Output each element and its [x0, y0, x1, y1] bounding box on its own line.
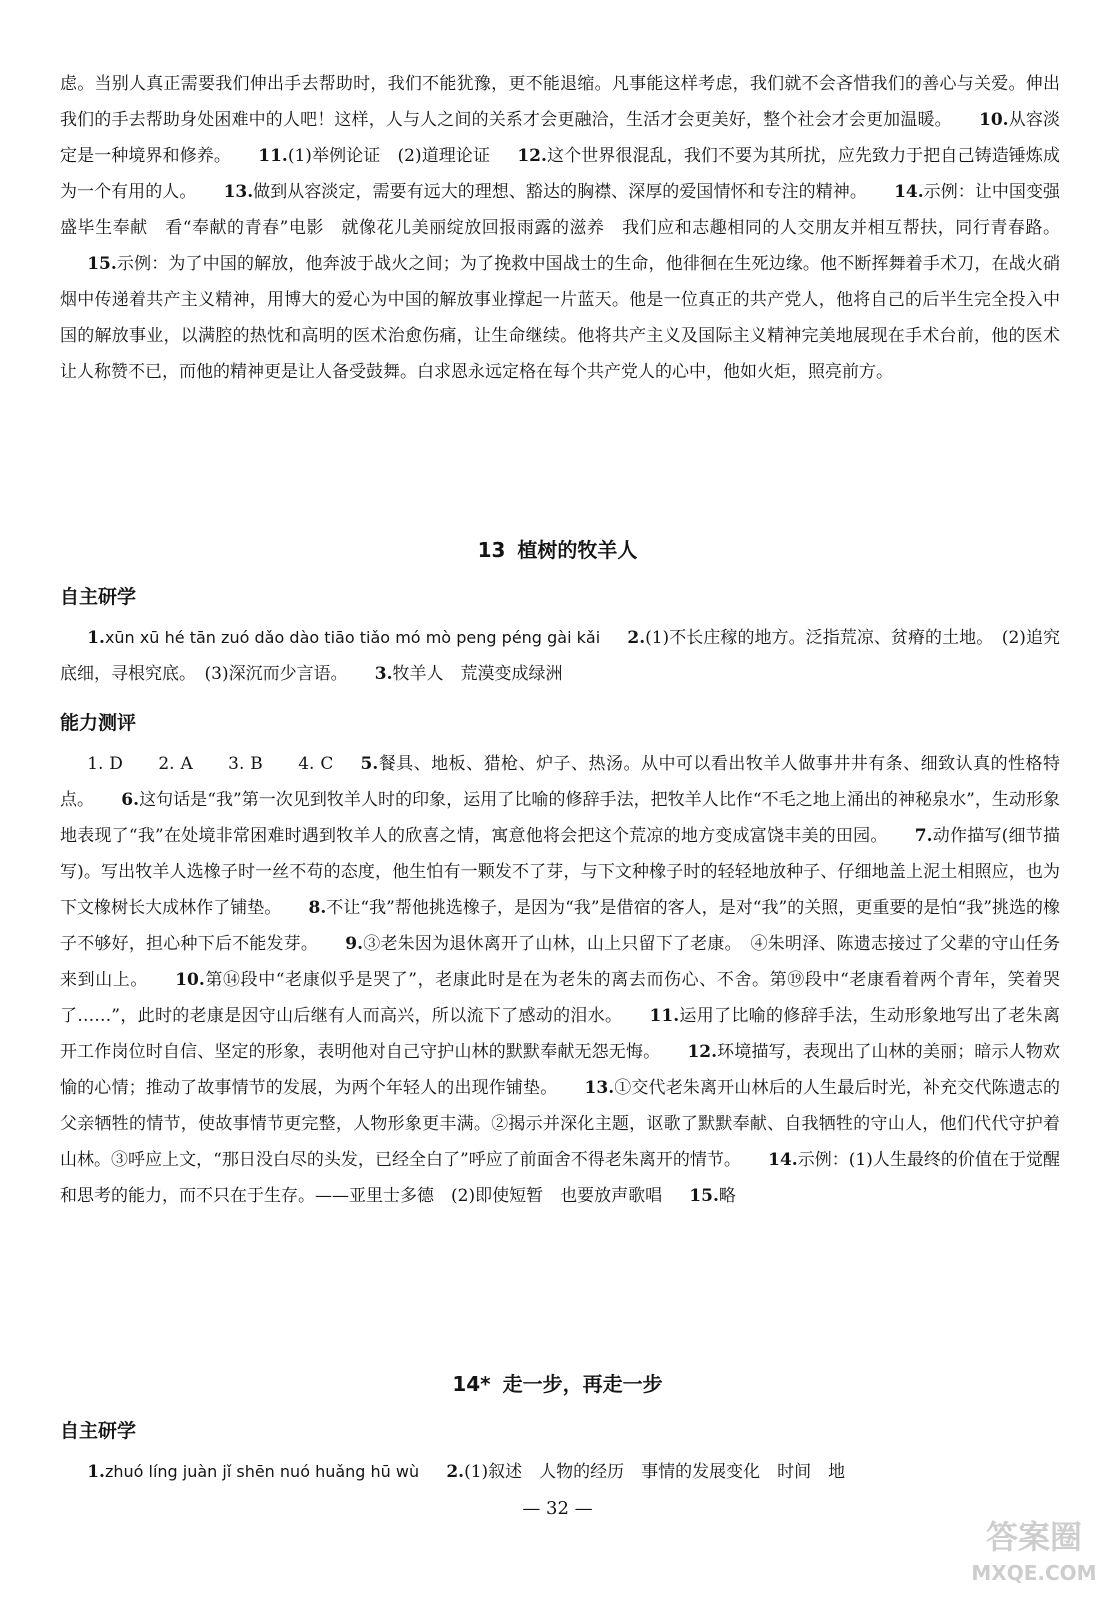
answer-text: 环境描写，表现出了山林的美丽；暗示人物欢愉的心情；推动了故事情节的发展，为两个年轻人的出现作铺垫。	[60, 1042, 1061, 1098]
section-14-title	[0, 1368, 1115, 1397]
answer-number: 1.	[87, 1462, 105, 1482]
answer-number: 1.	[87, 628, 105, 648]
section-13-heading-self-study: 自主研学	[60, 586, 137, 608]
answer-number: 2.	[627, 628, 646, 648]
answer-text: (1)不长庄稼的地方。泛指荒凉、贫瘠的土地。 (2)追究底细，寻根究底。 (3)深沉而少言语。	[60, 628, 1060, 684]
answer-text: 运用了比喻的修辞手法，生动形象地写出了老朱离开工作岗位时自信、坚定的形象，表明他对自己守护山林的默默奉献无怨无悔。	[60, 1006, 1060, 1062]
answer-text: (1)举例论证 (2)道理论证	[287, 146, 491, 166]
answer-text: (1)叙述 人物的经历 事情的发展变化 时间 地	[464, 1462, 846, 1482]
answer-number: 7.	[914, 826, 933, 846]
section-14-self-study-answers	[60, 1454, 1060, 1490]
answer-text: 这个世界很混乱，我们不要为其所扰，应先致力于把自己铸造锤炼成为一个有用的人。	[60, 146, 1061, 202]
section-14-heading-self-study: 自主研学	[60, 1420, 137, 1442]
answer-text: 从容淡定是一种境界和修养。	[60, 110, 1061, 166]
answer-number: 3.	[374, 664, 393, 684]
pinyin-answer: zhuó líng juàn jǐ shēn nuó huǎng hū wù	[104, 1462, 420, 1481]
multiple-choice-answers: 1. D 2. A 3. B 4. C	[87, 754, 334, 774]
answer-number: 6.	[121, 790, 140, 810]
prev-section-answers	[60, 66, 1060, 390]
answer-number: 10.	[175, 970, 205, 990]
answer-text: 不让“我”帮他挑选橡子，是因为“我”是借宿的客人，是对“我”的关照，更重要的是怕“我”挑选的橡子不够好，担心种下后不能发芽。	[60, 898, 1061, 954]
section-title-text: 走一步，再走一步	[502, 1372, 663, 1396]
answer-text: 牧羊人 荒漠变成绿洲	[392, 664, 563, 684]
answer-number: 12.	[517, 146, 547, 166]
answer-text: 第⑭段中“老康似乎是哭了”，老康此时是在为老朱的离去而伤心、不舍。第⑲段中“老康看着两个青年，笑着哭了……”，此时的老康是因守山后继有人而高兴，所以流下了感动的泪水。	[60, 970, 1060, 1026]
answer-text: 示例：(1)人生最终的价值在于觉醒和思考的能力，而不只在于生存。——亚里士多德 (2)即使短暂 也要放声歌唱	[60, 1150, 1060, 1206]
answer-number: 9.	[345, 934, 364, 954]
answer-number: 10.	[978, 110, 1009, 130]
answer-text: ①交代老朱离开山林后的人生最后时光，补充交代陈遗志的父亲牺牲的情节，使故事情节更完整，人物形象更丰满。②揭示并深化主题，讴歌了默默奉献、自我牺牲的守山人，他们代代守护着山林。③呼应上文，“那日没白尽的头发，已经全白了”呼应了前面舍不得老朱离开的情节。	[60, 1078, 1061, 1170]
answer-text: ③老朱因为退休离开了山林，山上只留下了老康。 ④朱明泽、陈遗志接过了父辈的守山任务来到山上。	[60, 934, 1061, 990]
answer-number: 2.	[446, 1462, 465, 1482]
answer-text: 略	[718, 1186, 736, 1206]
watermark-text-top: 答案圈	[985, 1518, 1083, 1556]
answer-text: 这句话是“我”第一次见到牧羊人时的印象，运用了比喻的修辞手法，把牧羊人比作“不毛之地上涌出的神秘泉水”，生动形象地表现了“我”在处境非常困难时遇到牧羊人的欣喜之情，寓意他将会把这个荒凉的地方变成富饶丰美的田园。	[60, 790, 1061, 846]
prev-paragraph: 虑。当别人真正需要我们伸出手去帮助时，我们不能犹豫，更不能退缩。凡事能这样考虑，我们就不会吝惜我们的善心与关爱。伸出我们的手去帮助身处困难中的人吧！这样，人与人之间的关系才会更融洽，生活才会更美好，整个社会才会更加温暖。	[60, 74, 1060, 130]
watermark-text-bottom: MXQE.COM	[971, 1561, 1097, 1585]
section-13-assessment-answers	[60, 746, 1060, 1214]
answer-text: 餐具、地板、猎枪、炉子、热汤。从中可以看出牧羊人做事井井有条、细致认真的性格特点。	[60, 754, 1061, 810]
section-13-heading-assessment: 能力测评	[60, 712, 137, 734]
answer-number: 11.	[649, 1006, 680, 1026]
answer-text: 示例：为了中国的解放，他奔波于战火之间；为了挽救中国战士的生命，他徘徊在生死边缘。他不断挥舞着手术刀，在战火硝烟中传递着共产主义精神，用博大的爱心为中国的解放事业撑起一片蓝天。他是一位真正的共产党人，他将自己的后半生完全投入中国的解放事业，以满腔的热忱和高明的医术治愈伤痛，让生命继续。他将共产主义及国际主义精神完美地展现在手术台前，他的医术让人称赞不已，而他的精神更是让人备受鼓舞。白求恩永远定格在每个共产党人的心中，他如火炬，照亮前方。	[60, 254, 1060, 382]
section-13-title	[0, 534, 1115, 563]
section-13-self-study-answers	[60, 620, 1060, 692]
answer-number: 5.	[360, 754, 379, 774]
answer-text: 动作描写(细节描写)。写出牧羊人选橡子时一丝不苟的态度，他生怕有一颗发不了芽，与下文种橡子时的轻轻地放种子、仔细地盖上泥土相照应，也为下文橡树长大成林作了铺垫。	[60, 826, 1060, 918]
answer-number: 11.	[258, 146, 288, 166]
answer-number: 13.	[584, 1078, 615, 1098]
answer-number: 13.	[223, 182, 254, 202]
answer-number: 15.	[689, 1186, 719, 1206]
section-number: 13	[477, 538, 506, 562]
section-number: 14*	[452, 1372, 491, 1396]
watermark-icon	[959, 1508, 1109, 1598]
answer-text: 示例：让中国变强盛毕生奉献 看“奉献的青春”电影 就像花儿美丽绽放回报雨露的滋养 我们应和志趣相同的人交朋友并相互帮扶，同行青春路。	[60, 182, 1061, 238]
answer-text: 做到从容淡定，需要有远大的理想、豁达的胸襟、深厚的爱国情怀和专注的精神。	[253, 182, 867, 202]
pinyin-answer: xūn xū hé tān zuó dǎo dào tiāo tiǎo mó mò peng péng gài kǎi	[104, 628, 601, 647]
watermark-logo	[959, 1508, 1109, 1598]
page-number: — 32 —	[522, 1498, 593, 1519]
answer-number: 12.	[687, 1042, 718, 1062]
answer-number: 14.	[894, 182, 924, 202]
section-title-text: 植树的牧羊人	[517, 538, 638, 562]
answer-number: 8.	[308, 898, 327, 918]
answer-number: 14.	[768, 1150, 798, 1170]
answer-number: 15.	[87, 254, 117, 274]
